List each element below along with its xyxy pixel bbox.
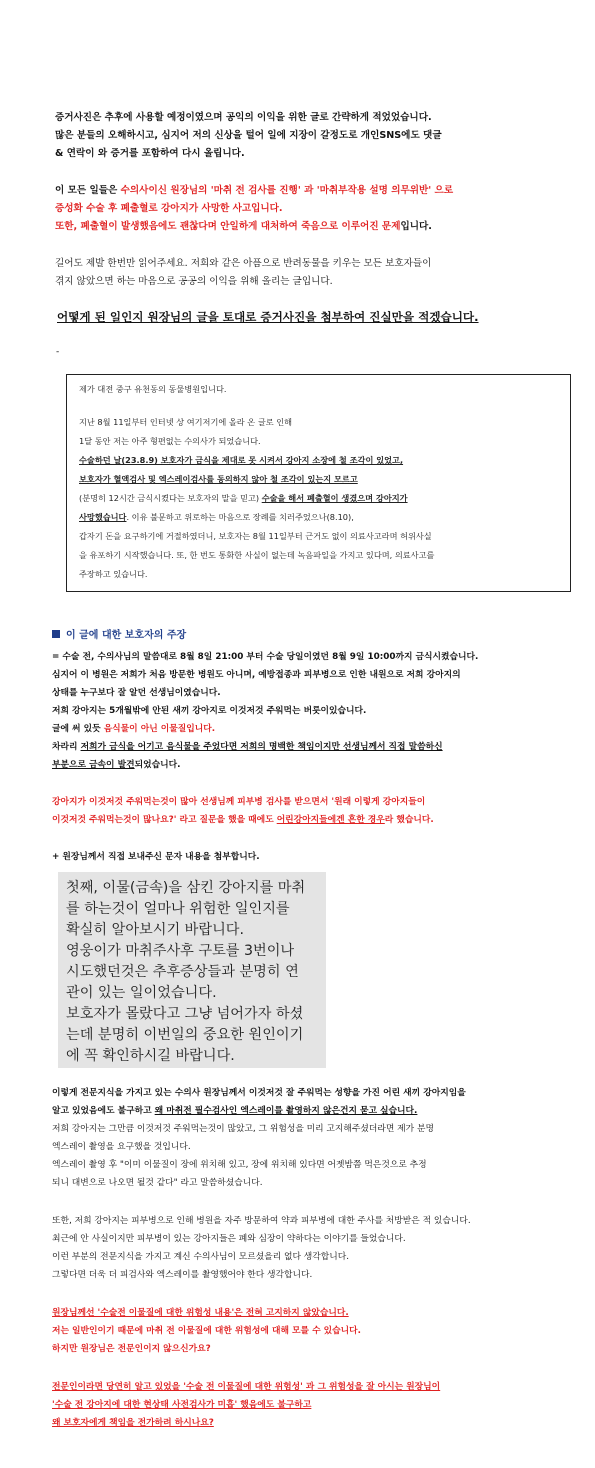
final-line-3: 왜 보호자에게 책임을 전가하려 하시나요? (52, 1418, 214, 1428)
question-line-1: 강아지가 이것저것 주워먹는것이 많아 선생님께 피부병 검사를 받으면서 '원래 이렇게 강아지들이 (52, 797, 426, 807)
claim-line-5 (52, 723, 215, 736)
quote-line-8: 갑자기 돈을 요구하기에 거절하였더니, 보호자는 8월 11일부터 근거도 없이 의료사고라며 허위사실 (79, 531, 432, 541)
sms-line-9: 에 꼭 확인하시길 바랍니다. (66, 1048, 235, 1064)
sms-line-7: 보호자가 몰랐다고 그냥 넘어가자 하셨 (66, 1006, 304, 1022)
claim-line-4: 저희 강아지는 5개월밖에 안된 새끼 강아지로 이것저것 주워먹는 버릇이있습니다. (52, 706, 367, 716)
quote-line-7b: . 이유 불문하고 위로하는 마음으로 장례를 치러주었으나(8.10), (126, 512, 354, 522)
notice-line-3: 하지만 원장님은 전문인이지 않으신가요? (52, 1344, 211, 1354)
square-bullet-icon (52, 630, 60, 638)
intro-line-2: 많은 분들의 오해하시고, 심지어 저의 신상을 털어 일에 지장이 갈정도로 개인SNS에도 댓글 (55, 130, 442, 141)
question-line-2 (52, 814, 434, 827)
claim-line-1: = 수술 전, 수의사님의 말씀대로 8월 8일 21:00 부터 수술 당일이였던 8월 9일 10:00까지 금식시켰습니다. (52, 652, 479, 662)
sms-screenshot (58, 872, 326, 1068)
quote-line-4: 수술하던 날(23.8.9) 보호자가 금식을 제대로 못 시켜서 강아지 소장에 철 조각이 있었고, (79, 455, 404, 465)
claim-line-5a: 글에 써 있듯 (52, 724, 104, 734)
dash: - (56, 347, 60, 357)
plea-line-2: 겪지 않았으면 하는 마음으로 공공의 이익을 위해 올리는 글입니다. (55, 276, 333, 287)
intro-line-1: 증거사진은 추후에 사용할 예정이였으며 공익의 이익을 위한 글로 간략하게 적었었습니다. (55, 112, 432, 123)
claim-line-7 (52, 759, 180, 772)
after-line-4: 엑스레이 촬영을 요구했을 것입니다. (52, 1142, 191, 1152)
quote-line-7 (79, 511, 354, 523)
quote-line-10: 주장하고 있습니다. (79, 569, 148, 579)
intro-line-3: & 연락이 와 증거를 포함하여 다시 올립니다. (55, 148, 245, 159)
question-line-2b: 어린강아지들에겐 흔한 경우 (276, 815, 385, 825)
quote-line-7a: 사망했습니다 (79, 512, 127, 522)
after-line-5: 엑스레이 촬영 후 "이미 이물질이 장에 위치해 있고, 장에 위치해 있다면 어젯밤쯤 먹은것으로 추정 (52, 1160, 427, 1170)
skin-line-3: 이런 부분의 전문지식을 가지고 계신 수의사님이 모르셨을리 없다 생각합니다. (52, 1252, 350, 1262)
final-line-2: '수술 전 강아지에 대한 현상태 사전검사가 미흡' 했음에도 불구하고 (52, 1400, 312, 1410)
after-line-1: 이렇게 전문지식을 가지고 있는 수의사 원장님께서 이것저것 잘 주워먹는 성향을 가진 어린 새끼 강아지임을 (52, 1088, 466, 1098)
after-line-2b: 왜 마취전 필수검사인 엑스레이를 촬영하지 않은건지 묻고 싶습니다. (154, 1106, 418, 1116)
sms-line-6: 관이 있는 일이었습니다. (66, 985, 217, 1001)
summary-red-1: 수의사이신 원장님의 '마취 전 검사를 진행' 과 '마취부작용 설명 의무위반' 으로 (120, 185, 454, 196)
section-title-text: 이 글에 대한 보호자의 주장 (66, 630, 187, 641)
summary-line-1 (55, 184, 453, 198)
quote-line-6a: (분명히 12시간 금식시켰다는 보호자의 말을 믿고) (79, 493, 262, 503)
notice-line-1: 원장님께선 '수술전 이물질에 대한 위험성 내용'은 전혀 고지하지 않았습니다. (52, 1308, 349, 1318)
skin-line-2: 최근에 안 사실이지만 피부병이 있는 강아지들은 폐와 심장이 약하다는 이야기를 들었습니다. (52, 1234, 406, 1244)
section-title (52, 626, 186, 641)
quote-line-6 (79, 492, 408, 504)
summary-line-3 (55, 220, 432, 234)
summary-suffix: 입니다. (400, 221, 432, 232)
sms-title: + 원장님께서 직접 보내주신 문자 내용을 첨부합니다. (52, 852, 260, 862)
claim-line-5b: 음식물이 아닌 이물질입니다. (103, 724, 216, 734)
claim-line-3: 상태를 누구보다 잘 알던 선생님이였습니다. (52, 688, 221, 698)
sms-line-4: 영웅이가 마취주사후 구토를 3번이나 (66, 943, 295, 959)
sms-line-3: 확실히 알아보시기 바랍니다. (66, 922, 244, 938)
summary-line-2: 증성화 수술 후 폐출혈로 강아지가 사망한 사고입니다. (55, 203, 283, 214)
claim-line-6 (52, 741, 443, 754)
claim-line-2: 심지어 이 병원은 저희가 처음 방문한 병원도 아니며, 예방접종과 피부병으로 인한 내원으로 저희 강아지의 (52, 670, 461, 680)
quote-line-5: 보호자가 혈액검사 및 엑스레이검사를 동의하지 않아 철 조각이 있는지 모르고 (79, 474, 358, 484)
summary-prefix: 이 모든 일들은 (55, 185, 121, 196)
plea-line-1: 길어도 제발 한번만 읽어주세요. 저희와 같은 아픔으로 반려동물을 키우는 모든 보호자들이 (55, 258, 432, 269)
after-line-3: 저희 강아지는 그만큼 이것저것 주워먹는것이 많았고, 그 위험성을 미리 고지해주셨더라면 제가 분명 (52, 1124, 434, 1134)
sms-line-1: 첫째, 이물(금속)을 삼킨 강아지를 마취 (66, 880, 306, 896)
notice-line-2: 저는 일반인이기 때문에 마취 전 이물질에 대한 위험성에 대해 모를 수 있습니다. (52, 1326, 361, 1336)
quote-line-2: 지난 8월 11일부터 인터넷 상 여기저기에 올라 온 글로 인해 (79, 417, 293, 427)
question-line-2a: 이것저것 주워먹는것이 많나요?' 라고 질문을 했을 때에도 (52, 815, 277, 825)
quote-line-6b: 수술을 해서 폐출혈이 생겼으며 강아지가 (261, 493, 408, 503)
sms-line-5: 시도했던것은 추후증상들과 분명히 연 (66, 964, 299, 980)
quote-line-9: 을 유포하기 시작했습니다. 또, 한 번도 통화한 사실이 없는데 녹음파일을 가지고 있다며, 의료사고를 (79, 550, 435, 560)
main-heading: 어떻게 된 일인지 원장님의 글을 토대로 증거사진을 첨부하여 진실만을 적겠습니다. (57, 310, 479, 324)
claim-line-7b: 되었습니다. (134, 760, 181, 770)
sms-line-8: 는데 분명히 이번일의 중요한 원인이기 (66, 1027, 304, 1043)
sms-line-2: 를 하는것이 얼마나 위험한 일인지를 (66, 901, 290, 917)
after-line-2 (52, 1105, 417, 1118)
question-line-2c: 라 했습니다. (384, 815, 434, 825)
quote-line-1: 제가 대전 중구 유천동의 동물병원입니다. (79, 384, 227, 394)
after-line-2a: 알고 있었음에도 불구하고 (52, 1106, 155, 1116)
final-line-1: 전문인이라면 당연히 알고 있었을 '수술 전 이물질에 대한 위험성' 과 그 위험성을 잘 아시는 원장님이 (52, 1382, 441, 1392)
claim-line-7a: 부분으로 금속이 발견 (52, 760, 135, 770)
skin-line-1: 또한, 저희 강아지는 피부병으로 인해 병원을 자주 방문하여 약과 피부병에 대한 주사를 처방받은 적 있습니다. (52, 1216, 471, 1226)
skin-line-4: 그렇다면 더욱 더 피검사와 엑스레이를 촬영했어야 한다 생각합니다. (52, 1270, 313, 1280)
claim-line-6a: 차라리 (52, 742, 81, 752)
after-line-6: 되니 대변으로 나오면 될것 같다" 라고 말씀하셨습니다. (52, 1178, 263, 1188)
summary-red-3: 또한, 폐출혈이 발생했음에도 괜찮다며 안일하게 대처하여 죽음으로 이루어진 문제 (55, 221, 401, 232)
quote-line-3: 1달 동안 저는 아주 형편없는 수의사가 되었습니다. (79, 436, 261, 446)
quote-box (66, 374, 571, 592)
claim-line-6b: 저희가 금식을 어기고 음식물을 주었다면 저희의 명백한 책임이지만 선생님께서 직접 말씀하신 (80, 742, 443, 752)
